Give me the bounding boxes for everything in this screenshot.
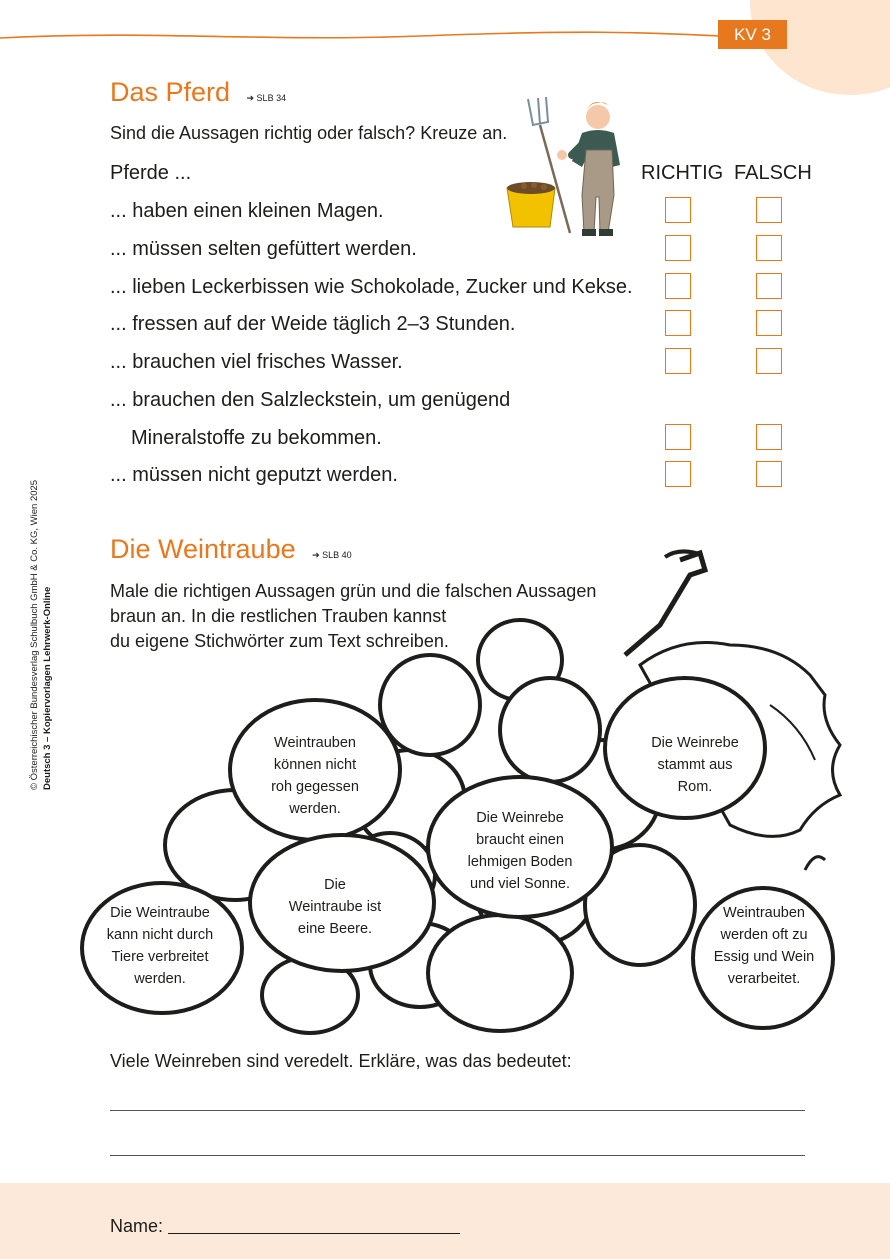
grape-text-line: verarbeitet.: [727, 971, 801, 987]
name-input-line[interactable]: [168, 1233, 460, 1234]
grape-text-line: können nicht: [273, 757, 357, 773]
copyright-text: © Österreichischer Bundesverlag Schulbuch GmbH & Co. KG, Wien 2025: [29, 479, 40, 790]
grape-text-line: Tiere verbreitet: [111, 949, 209, 965]
pferd-statement: ... brauchen viel frisches Wasser.: [110, 351, 403, 373]
grape-statement-6[interactable]: [694, 902, 834, 990]
grape-text-line: Weintrauben: [274, 735, 356, 751]
grape-text-line: Weintrauben: [723, 905, 805, 921]
farmer-illustration: [500, 95, 630, 240]
grape-statement-1[interactable]: [245, 732, 385, 820]
grape-statement-5[interactable]: [90, 902, 230, 990]
grape-statement-3[interactable]: [450, 807, 590, 895]
col-richtig: RICHTIG: [641, 162, 724, 184]
grape-text-line: werden.: [289, 801, 341, 817]
answer-line-2[interactable]: [110, 1155, 805, 1156]
instruction-line: braun an. In die restlichen Trauben kannst: [110, 606, 447, 626]
grape-text-line: lehmigen Boden: [467, 854, 573, 870]
weintraube-ref: ➔ SLB 40: [312, 550, 352, 560]
grape-text-line: Die Weinrebe: [476, 810, 564, 826]
pferd-title: Das Pferd: [110, 77, 231, 107]
pferd-statement: ... brauchen den Salzleckstein, um genügend: [110, 389, 511, 411]
pferd-instruction: Sind die Aussagen richtig oder falsch? Kreuze an.: [110, 123, 508, 143]
checkbox-richtig-3[interactable]: [665, 273, 691, 299]
grape-text-line: Weintraube ist: [288, 899, 382, 915]
instruction-line: Male die richtigen Aussagen grün und die falschen Aussagen: [110, 581, 597, 601]
pferd-intro: Pferde ...: [110, 162, 192, 184]
pferd-statement: ... fressen auf der Weide täglich 2–3 Stunden.: [110, 313, 516, 335]
pferd-statement: ... müssen nicht geputzt werden.: [110, 464, 398, 486]
grape-text-line: eine Beere.: [297, 921, 373, 937]
grape-text-line: Die Weintraube: [110, 905, 210, 921]
pferd-statement: ... lieben Leckerbissen wie Schokolade, Zucker und Kekse.: [110, 276, 633, 298]
grape-text-line: stammt aus: [657, 757, 733, 773]
grape-statement-4[interactable]: [265, 874, 405, 940]
grape-text-line: Essig und Wein: [713, 949, 815, 965]
checkbox-richtig-4[interactable]: [665, 310, 691, 336]
grape-text-line: und viel Sonne.: [470, 876, 570, 892]
pferd-heading: [110, 77, 286, 108]
checkbox-richtig-1[interactable]: [665, 197, 691, 223]
copyright-note: [28, 480, 54, 790]
checkbox-falsch-5[interactable]: [756, 348, 782, 374]
checkbox-falsch-1[interactable]: [756, 197, 782, 223]
weintraube-title: Die Weintraube: [110, 534, 296, 564]
pferd-ref: ➔ SLB 34: [246, 93, 287, 103]
grape-text-line: Die Weinrebe: [651, 735, 739, 751]
checkbox-richtig-2[interactable]: [665, 235, 691, 261]
col-falsch: FALSCH: [734, 162, 812, 184]
grape-text-line: Die: [324, 877, 346, 893]
series-text: Deutsch 3 – Kopiervorlagen Lehrwerk-Online: [42, 586, 53, 790]
grape-text-line: braucht einen: [476, 832, 564, 848]
grape-text-line: Rom.: [677, 779, 713, 795]
pferd-statement-cont: Mineralstoffe zu bekommen.: [131, 427, 382, 449]
checkbox-falsch-3[interactable]: [756, 273, 782, 299]
worksheet-badge: KV 3: [718, 20, 787, 49]
veredelt-question: Viele Weinreben sind veredelt. Erkläre, was das bedeutet:: [110, 1051, 572, 1071]
checkbox-falsch-6[interactable]: [756, 424, 782, 450]
checkbox-falsch-2[interactable]: [756, 235, 782, 261]
instruction-line: du eigene Stichwörter zum Text schreiben.: [110, 631, 449, 651]
checkbox-falsch-4[interactable]: [756, 310, 782, 336]
name-label: Name:: [110, 1216, 164, 1236]
grape-text-line: werden oft zu: [720, 927, 808, 943]
checkbox-richtig-5[interactable]: [665, 348, 691, 374]
checkbox-richtig-6[interactable]: [665, 424, 691, 450]
pferd-statement: ... müssen selten gefüttert werden.: [110, 238, 417, 260]
grape-text-line: roh gegessen: [271, 779, 359, 795]
grape-statement-2[interactable]: [625, 732, 765, 798]
pferd-statement: ... haben einen kleinen Magen.: [110, 200, 384, 222]
checkbox-richtig-7[interactable]: [665, 461, 691, 487]
grape-text-line: werden.: [134, 971, 186, 987]
grape-text-line: kann nicht durch: [106, 927, 214, 943]
checkbox-falsch-7[interactable]: [756, 461, 782, 487]
answer-line-1[interactable]: [110, 1110, 805, 1111]
